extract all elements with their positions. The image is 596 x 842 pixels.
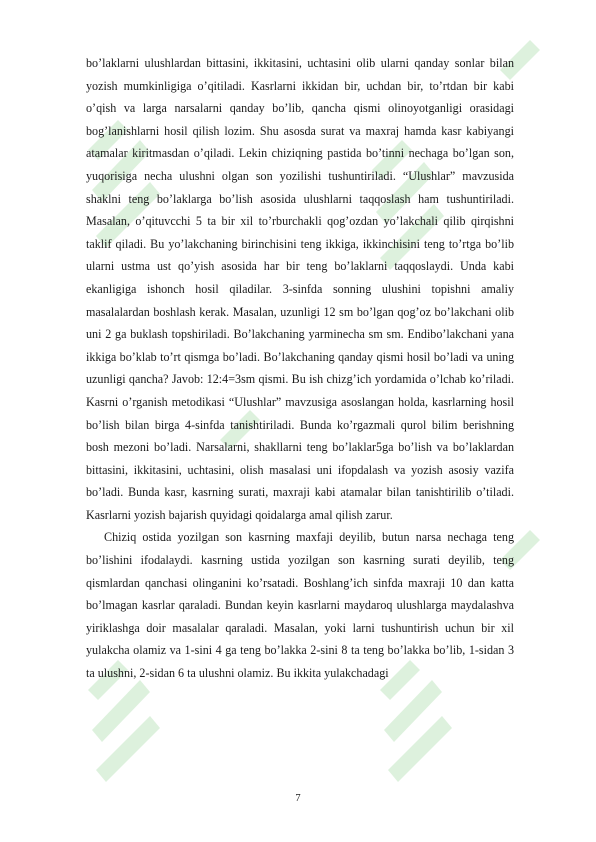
page-number: 7 bbox=[295, 793, 301, 804]
paragraph: bo’laklarni ulushlardan bittasini, ikkitasini, uchtasini olib ularni qanday sonlar bilan yozish mumkinligiga o’qitiladi. Kasrlarni ikkidan bir, uchdan bir, to’rtdan bir kabi o’qish va larga narsalarni qanday bo’lib, qancha qismi olinoyotganligi orasidagi bog’lanishlarni hosil qilish lozim. Shu asosda surat va maxraj hamda kasr kabiyangi atamalar kiritmasdan o’qiladi. Lekin chiziqning pastida bo’tinni nechaga bo’lgan son, yuqorisiga necha ulushni olgan son yozilishi tushuntiriladi. “Ulushlar” mavzusida shaklni teng bo’laklarga bo’lish asosida ulushlarni taqqoslash ham tushuntiriladi. Masalan, o’qituvcchi 5 ta bir xil to’rburchakli qog’ozdan yo’lakchali qilib qirqishni taklif qiladi. Bu yo’lakchaning birinchisini teng ikkiga, ikkinchisini teng to’rtga bo’lib ularni ustma ust qo’yish asosida har bir teng bo’laklarni taqqoslaydi. Unda kabi ekanligiga ishonch hosil qiladilar. 3-sinfda sonning ulushini topishni amaliy masalalardan boshlash kerak. Masalan, uzunligi 12 sm bo’lgan qog’oz bo’lakchani olib uni 2 ga buklash topshiriladi. Bo’lakchaning yarminecha sm sm. Endibo’lakchani yana ikkiga bo’klab to’rt qismga bo’ladi. Bo’lakchaning qanday qismi hosil bo’ladi va uning uzunligi qancha? Javob: 12:4=3sm qismi. Bu ish chizg’ich yordamida o’lchab ko’riladi. Kasrni o’rganish metodikasi “Ulushlar” mavzusiga asoslangan holda, kasrlarning hosil bo’lish bilan birga 4-sinfda tanishtiriladi. Bunda ko’rgazmali qurol bilim berishning bosh mezoni bo’ladi. Narsalarni, shakllarni teng bo’laklar5ga bo’lish va bo’laklardan bittasini, ikkitasini, uchtasini, olish masalasi uni ifopdalash va yozish asosiy vazifa bo’ladi. Bunda kasr, kasrning surati, maxraji kabi atamalar bilan tanishtirilib o’tiladi. Kasrlarni yozish bajarish quyidagi qoidalarga amal qilish zarur. bbox=[86, 56, 514, 522]
watermark-mark bbox=[384, 680, 442, 742]
paragraph: Chiziq ostida yozilgan son kasrning maxfaji deyilib, butun narsa nechaga teng bo’lishini ifodalaydi. kasrning ustida yozilgan son kasrning surati deyilib, teng qismlardan qanchasi olinganini ko’rsatadi. Boshlang’ich sinfda maxraji 10 dan katta bo’lmagan kasrlar qaraladi. Bundan keyin kasrlarni maydaroq ulushlarga maydalashva yiriklashga doir masalalar qaraladi. Masalan, yoki larni tushuntirish uchun bir xil yulakcha olamiz va 1-sini 4 ga teng bo’lakka 2-sini 8 ta teng bo’lakka bo’lib, 1-sidan 3 ta ulushni, 2-sidan 6 ta ulushni olamiz. Bu ikkita yulakchadagi bbox=[86, 530, 514, 681]
watermark-mark bbox=[388, 716, 452, 782]
body-text bbox=[86, 52, 514, 685]
watermark-mark bbox=[92, 680, 150, 742]
watermark-mark bbox=[96, 716, 160, 782]
